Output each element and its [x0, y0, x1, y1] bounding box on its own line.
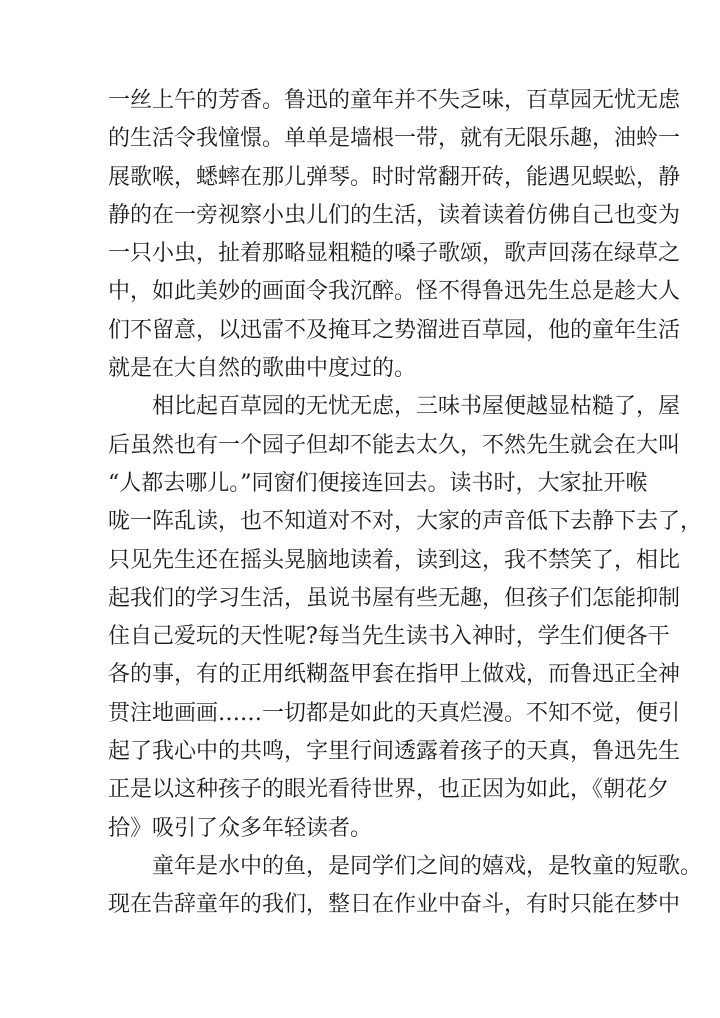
- text-line: “人都去哪儿。”同窗们便接连回去。读书时，大家扯开喉: [108, 470, 648, 496]
- text-line: 静的在一旁视察小虫儿们的生活，读着读着仿佛自己也变为: [108, 202, 681, 228]
- text-line: 一只小虫，扯着那略显粗糙的嗓子歌颂，歌声回荡在绿草之: [108, 241, 681, 267]
- text-line: 贯注地画画……一切都是如此的天真烂漫。不知不觉，便引: [108, 700, 681, 726]
- text-line: 后虽然也有一个园子但却不能去太久，不然先生就会在大叫: [108, 432, 681, 458]
- text-line: 就是在大自然的歌曲中度过的。: [108, 356, 417, 382]
- text-line: 们不留意，以迅雷不及掩耳之势溜进百草园，他的童年生活: [108, 317, 681, 343]
- text-line: 中，如此美妙的画面令我沉醉。怪不得鲁迅先生总是趁大人: [108, 279, 681, 305]
- text-line: 现在告辞童年的我们，整日在作业中奋斗，有时只能在梦中: [108, 892, 681, 918]
- text-line: 起了我心中的共鸣，字里行间透露着孩子的天真，鲁迅先生: [108, 739, 681, 765]
- essay-body: [108, 82, 703, 925]
- text-line: 相比起百草园的无忧无虑，三味书屋便越显枯糙了，屋: [108, 394, 681, 420]
- text-line: 一丝上午的芳香。鲁迅的童年并不失乏味，百草园无忧无虑: [108, 88, 681, 113]
- text-line: 展歌喉，蟋蟀在那儿弹琴。时时常翻开砖，能遇见蜈蚣，静: [108, 164, 681, 190]
- text-line: 起我们的学习生活，虽说书屋有些无趣，但孩子们怎能抑制: [108, 585, 681, 611]
- text-line: 咙一阵乱读，也不知道对不对，大家的声音低下去静下去了，: [108, 509, 703, 535]
- text-line: 的生活令我憧憬。单单是墙根一带，就有无限乐趣，油蛉一: [108, 126, 681, 152]
- text-line: 拾》吸引了众多年轻读者。: [108, 815, 373, 841]
- text-line: 童年是水中的鱼，是同学们之间的嬉戏，是牧童的短歌。: [108, 853, 703, 879]
- paragraph-1: [108, 82, 681, 388]
- paragraph-3: [108, 848, 703, 925]
- text-line: 各的事，有的正用纸糊盔甲套在指甲上做戏，而鲁迅正全神: [108, 662, 681, 688]
- text-line: 住自己爱玩的天性呢?每当先生读书入神时，学生们便各干: [108, 624, 670, 650]
- text-line: 只见先生还在摇头晃脑地读着，读到这，我不禁笑了，相比: [108, 547, 681, 573]
- text-line: 正是以这种孩子的眼光看待世界，也正因为如此，《朝花夕: [108, 777, 670, 803]
- paragraph-2: [108, 388, 703, 848]
